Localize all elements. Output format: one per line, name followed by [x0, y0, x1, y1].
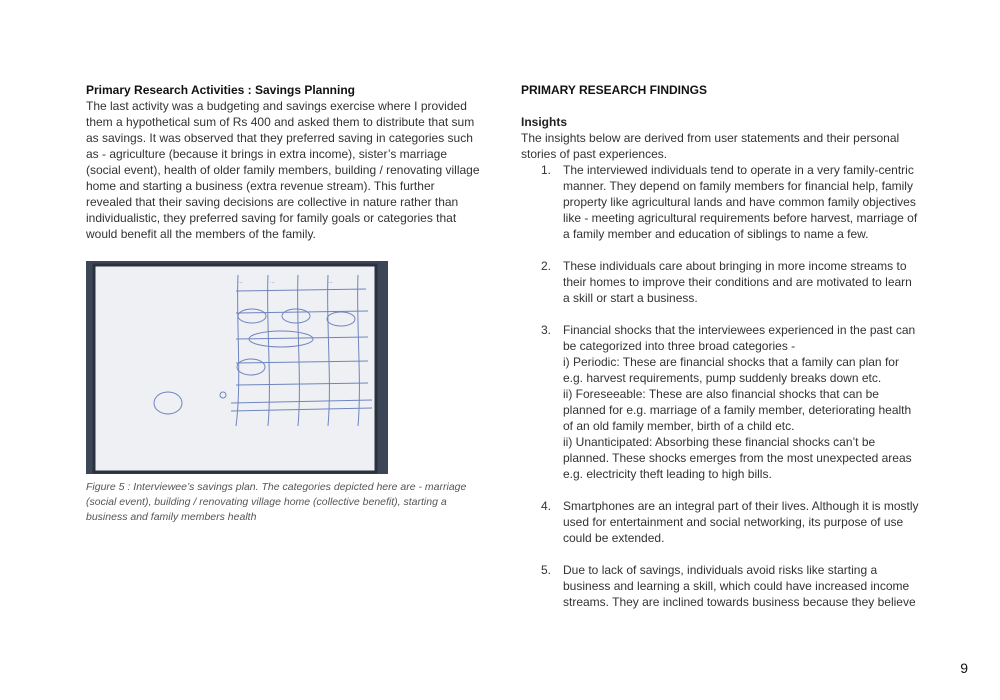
insights-heading: Insights	[521, 115, 568, 129]
finding-subtext: i) Periodic: These are financial shocks that a family can plan for e.g. harvest requirements, pump suddenly breaks down etc.	[563, 355, 899, 385]
section-heading: Primary Research Activities : Savings Planning	[86, 83, 355, 97]
notebook-sketch-image	[86, 261, 388, 474]
svg-text:...: ...	[238, 279, 243, 285]
finding-number: 5.	[541, 563, 552, 577]
finding-text: Financial shocks that the interviewees experienced in the past can be categorized into three broad categories -	[563, 323, 916, 353]
finding-item	[521, 258, 921, 306]
finding-item	[521, 498, 921, 546]
findings-list	[521, 162, 921, 610]
finding-item	[521, 322, 921, 482]
finding-item	[521, 562, 921, 610]
figure-caption: Figure 5 : Interviewee’s savings plan. The categories depicted here are - marriage (social event), building / renovating village home (collective benefit), starting a business and family members health	[86, 481, 467, 523]
findings-title: PRIMARY RESEARCH FINDINGS	[521, 83, 708, 97]
finding-text: These individuals care about bringing in more income streams to their homes to improve their conditions and are motivated to learn a skill or start a business.	[563, 259, 912, 305]
left-column	[86, 82, 481, 242]
insights-intro: The insights below are derived from user statements and their personal stories of past experiences.	[521, 131, 900, 161]
finding-subtext: ii) Foreseeable: These are also financial shocks that can be planned for e.g. marriage of a family member, deteriorating health of an old family member, birth of a child etc.	[563, 387, 912, 433]
svg-text:...: ...	[270, 279, 275, 285]
finding-number: 2.	[541, 259, 552, 273]
finding-number: 4.	[541, 499, 552, 513]
finding-subtext: ii) Unanticipated: Absorbing these financial shocks can’t be planned. These shocks emerges from the most unexpected areas e.g. electricity theft leading to high bills.	[563, 435, 912, 481]
page-number: 9	[960, 660, 968, 676]
right-column	[521, 82, 921, 626]
finding-number: 3.	[541, 323, 552, 337]
savings-paragraph: The last activity was a budgeting and savings exercise where I provided them a hypothetical sum of Rs 400 and asked them to distribute that sum as savings. It was observed that they preferred saving in categories such as - agriculture (because it brings in extra income), sister’s marriage (social event), health of older family members, building / renovating village home and starting a business (extra revenue stream). This further revealed that their saving decisions are collective in nature rather than individualistic, they preferred saving for family goals or categories that would benefit all the members of the family.	[86, 99, 480, 241]
finding-text: The interviewed individuals tend to operate in a very family-centric manner. They depend on family members for financial help, family property like agricultural lands and have common family objectives like - meeting agricultural requirements before harvest, marriage of a family member and education of siblings to name a few.	[563, 163, 918, 241]
finding-item	[521, 162, 921, 242]
finding-text: Smartphones are an integral part of their lives. Although it is mostly used for entertainment and social networking, its purpose of use could be extended.	[563, 499, 919, 545]
svg-text:...: ...	[328, 279, 333, 285]
finding-text: Due to lack of savings, individuals avoid risks like starting a business and learning a skill, which could have increased income streams. They are inclined towards business because they believe	[563, 563, 916, 609]
savings-plan-photo	[86, 261, 388, 474]
finding-number: 1.	[541, 163, 552, 177]
